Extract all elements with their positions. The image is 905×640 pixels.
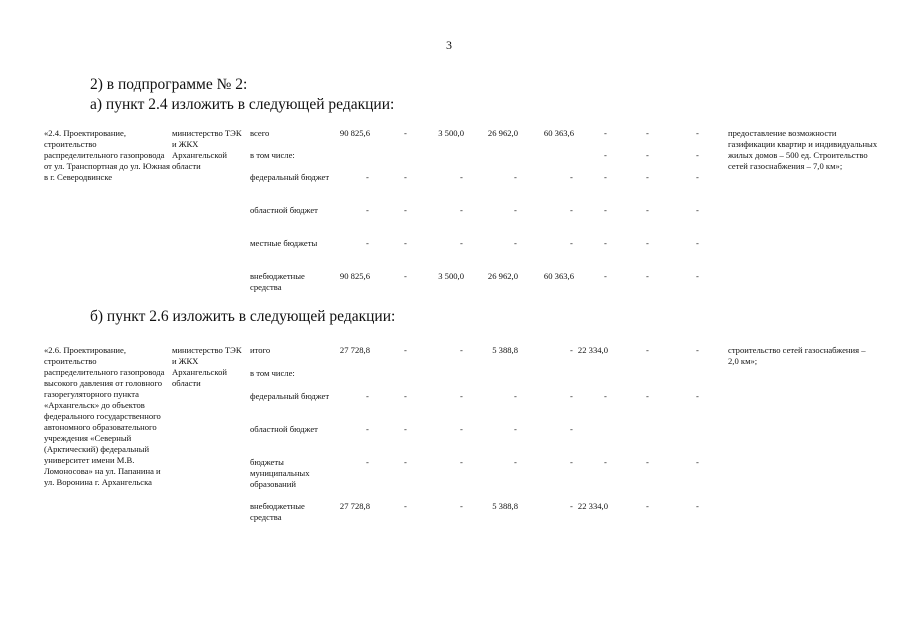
funding-dash: -	[570, 205, 573, 215]
funding-amount: 22 334,0	[577, 345, 608, 355]
item-24-heading: а) пункт 2.4 изложить в следующей редакции:	[90, 96, 395, 113]
funding-source-label: местные бюджеты	[250, 238, 318, 248]
funding-source-label: областной бюджет	[250, 424, 318, 434]
funding-dash: -	[404, 391, 407, 401]
funding-dash: -	[696, 205, 699, 215]
funding-source-label: внебюджетные средства	[250, 271, 305, 292]
funding-source-label: в том числе:	[250, 150, 295, 160]
funding-dash: -	[646, 205, 649, 215]
funding-dash: -	[696, 271, 699, 281]
funding-dash: -	[460, 345, 463, 355]
funding-amount: 3 500,0	[438, 271, 464, 281]
funding-dash: -	[404, 205, 407, 215]
funding-source-label: в том числе:	[250, 368, 295, 378]
funding-dash: -	[460, 424, 463, 434]
funding-dash: -	[514, 205, 517, 215]
funding-dash: -	[696, 457, 699, 467]
funding-amount: 60 363,6	[543, 128, 574, 138]
funding-dash: -	[696, 345, 699, 355]
funding-dash: -	[570, 345, 573, 355]
funding-amount: 26 962,0	[487, 271, 518, 281]
funding-dash: -	[570, 424, 573, 434]
funding-dash: -	[646, 238, 649, 248]
funding-dash: -	[696, 172, 699, 182]
funding-source-label: итого	[250, 345, 271, 355]
funding-dash: -	[460, 172, 463, 182]
subprogram-heading: 2) в подпрограмме № 2:	[90, 76, 248, 93]
funding-source-label: областной бюджет	[250, 205, 318, 215]
funding-dash: -	[604, 150, 607, 160]
funding-dash: -	[460, 205, 463, 215]
item-24-result: предоставление возможности газификации квартир и индивидуальных жилых домов – 500 ед. Строительство сетей газоснабжения – 7,0 км»;	[728, 128, 878, 171]
funding-dash: -	[366, 238, 369, 248]
item-24-object: «2.4. Проектирование, строительство распределительного газопровода от ул. Транспортная до ул. Южная в г. Северодвинске	[44, 128, 170, 182]
funding-dash: -	[646, 391, 649, 401]
funding-dash: -	[404, 345, 407, 355]
funding-dash: -	[570, 501, 573, 511]
funding-dash: -	[696, 391, 699, 401]
funding-dash: -	[696, 238, 699, 248]
funding-dash: -	[646, 457, 649, 467]
funding-dash: -	[366, 457, 369, 467]
funding-dash: -	[366, 424, 369, 434]
funding-amount: 27 728,8	[339, 501, 370, 511]
item-26-object: «2.6. Проектирование, строительство распределительного газопровода высокого давления от головного газорегуляторного пункта «Архангельск» до объектов федерального государственного автономного образовательного учреждения «Северный (Арктический) федеральный университет имени М.В. Ломоносова» на ул. Папанина и ул. Воронина г. Архангельска	[44, 345, 165, 487]
funding-dash: -	[646, 345, 649, 355]
funding-dash: -	[460, 238, 463, 248]
funding-source-label: бюджеты муниципальных образований	[250, 457, 310, 489]
funding-dash: -	[514, 424, 517, 434]
funding-dash: -	[646, 172, 649, 182]
funding-dash: -	[460, 457, 463, 467]
item-26-result: строительство сетей газоснабжения – 2,0 км»;	[728, 345, 866, 366]
funding-dash: -	[696, 128, 699, 138]
funding-dash: -	[404, 238, 407, 248]
funding-dash: -	[404, 424, 407, 434]
funding-dash: -	[514, 238, 517, 248]
funding-amount: 26 962,0	[487, 128, 518, 138]
funding-amount: 90 825,6	[339, 128, 370, 138]
funding-amount: 90 825,6	[339, 271, 370, 281]
funding-source-label: всего	[250, 128, 270, 138]
funding-dash: -	[696, 501, 699, 511]
funding-dash: -	[696, 150, 699, 160]
funding-amount: 5 388,8	[492, 345, 518, 355]
funding-dash: -	[366, 172, 369, 182]
funding-dash: -	[604, 391, 607, 401]
funding-dash: -	[514, 391, 517, 401]
funding-dash: -	[404, 172, 407, 182]
funding-amount: 22 334,0	[577, 501, 608, 511]
funding-dash: -	[366, 391, 369, 401]
page-number: 3	[446, 38, 452, 52]
funding-dash: -	[646, 501, 649, 511]
item-24-executor: министерство ТЭК и ЖКХ Архангельской области	[172, 128, 242, 171]
funding-dash: -	[404, 501, 407, 511]
funding-dash: -	[604, 457, 607, 467]
funding-dash: -	[646, 128, 649, 138]
funding-source-label: внебюджетные средства	[250, 501, 305, 522]
funding-dash: -	[570, 457, 573, 467]
funding-dash: -	[404, 128, 407, 138]
funding-dash: -	[404, 457, 407, 467]
funding-amount: 27 728,8	[339, 345, 370, 355]
funding-source-label: федеральный бюджет	[250, 391, 330, 401]
funding-amount: 3 500,0	[438, 128, 464, 138]
funding-dash: -	[570, 391, 573, 401]
funding-dash: -	[604, 271, 607, 281]
funding-amount: 5 388,8	[492, 501, 518, 511]
funding-dash: -	[570, 238, 573, 248]
funding-dash: -	[460, 391, 463, 401]
funding-amount: 60 363,6	[543, 271, 574, 281]
funding-dash: -	[604, 128, 607, 138]
funding-source-label: федеральный бюджет	[250, 172, 330, 182]
funding-dash: -	[604, 205, 607, 215]
funding-dash: -	[514, 172, 517, 182]
funding-dash: -	[646, 150, 649, 160]
item-26-heading: б) пункт 2.6 изложить в следующей редакции:	[90, 308, 396, 325]
funding-dash: -	[604, 172, 607, 182]
funding-dash: -	[404, 271, 407, 281]
item-26-executor: министерство ТЭК и ЖКХ Архангельской области	[172, 345, 242, 388]
funding-dash: -	[460, 501, 463, 511]
funding-dash: -	[570, 172, 573, 182]
funding-dash: -	[604, 238, 607, 248]
funding-dash: -	[366, 205, 369, 215]
funding-dash: -	[514, 457, 517, 467]
funding-dash: -	[646, 271, 649, 281]
